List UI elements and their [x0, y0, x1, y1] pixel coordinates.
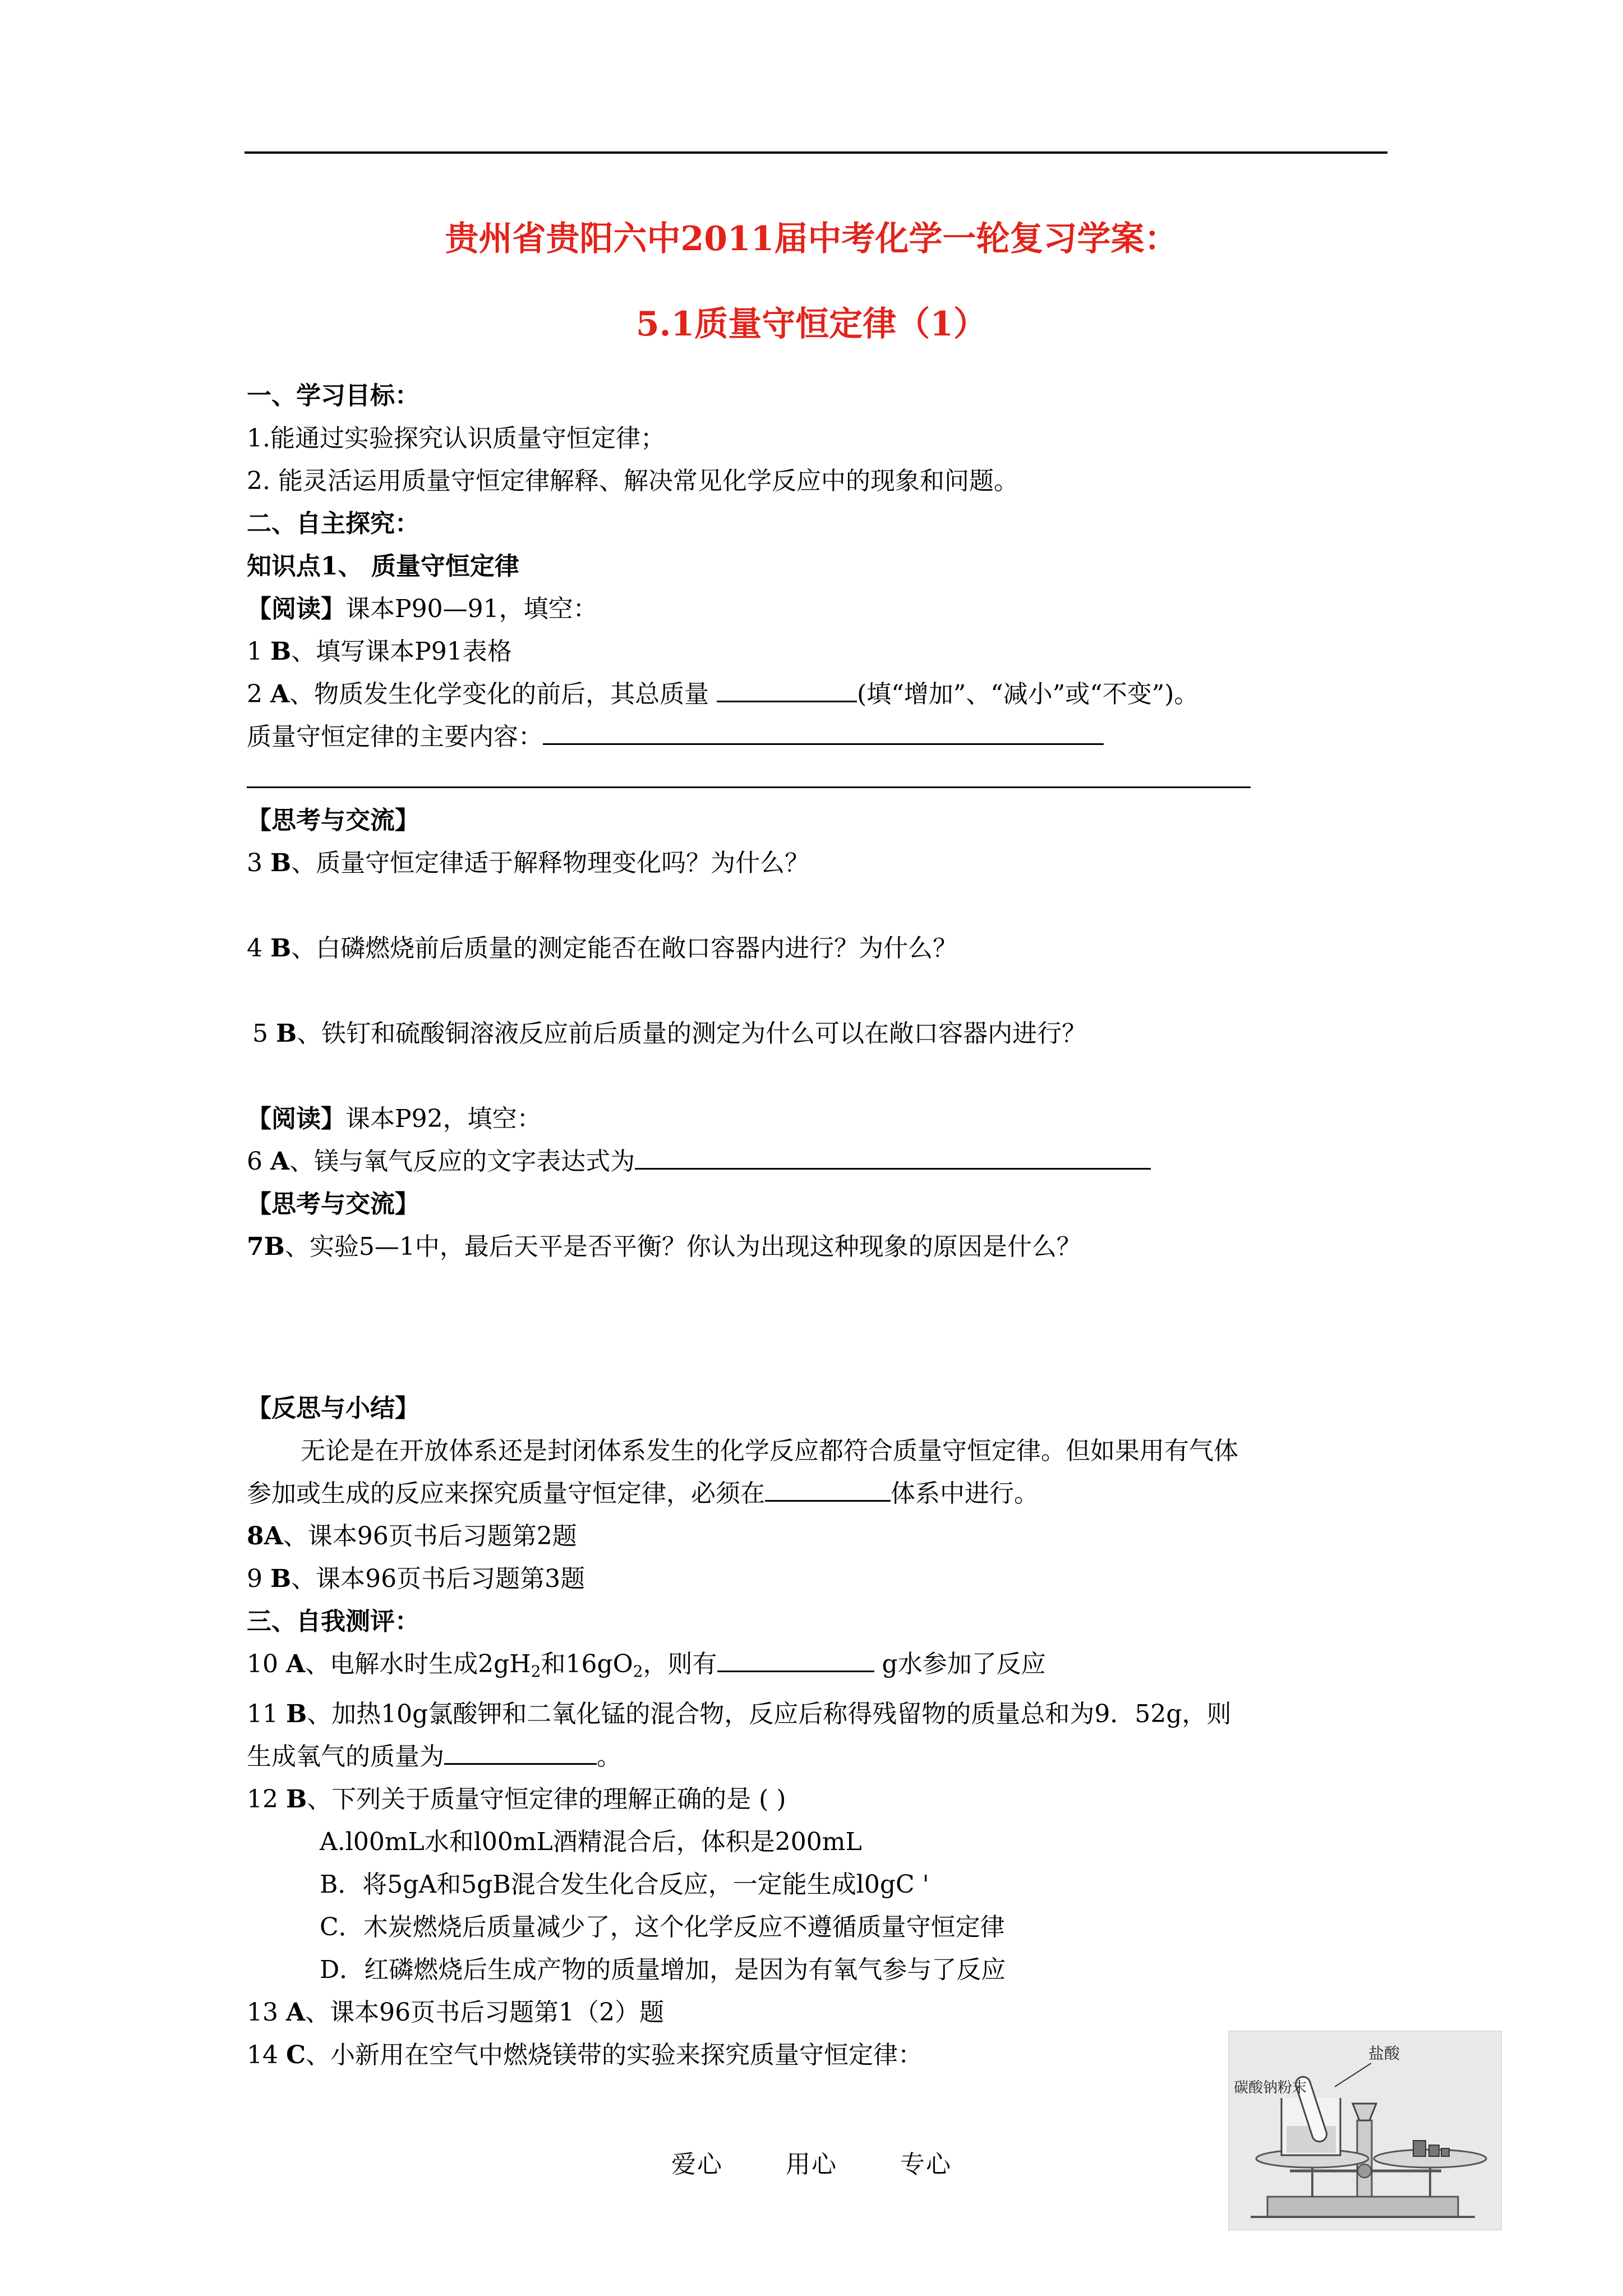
- document-subtitle: 5.1质量守恒定律（1）: [635, 305, 988, 344]
- question-7: [247, 1226, 1391, 1268]
- question-number: 5: [252, 1019, 276, 1048]
- question-level: B: [285, 1785, 307, 1814]
- question-text: 、白磷燃烧前后质量的测定能否在敞口容器内进行？为什么？: [291, 934, 958, 963]
- subscript: 2: [531, 1662, 541, 1681]
- question-level: A: [264, 1522, 283, 1550]
- header-rule: [245, 151, 1387, 154]
- goal-1: 1.能通过实验探究认识质量守恒定律；: [247, 424, 665, 453]
- question-text: 、镁与氧气反应的文字表达式为: [289, 1147, 635, 1176]
- label-powder: 碳酸钠粉末: [1234, 2079, 1307, 2096]
- question-9: [247, 1558, 1391, 1600]
- question-text: ，则有: [643, 1650, 717, 1678]
- document-body: [247, 375, 1391, 2077]
- question-text: g水参加了反应: [874, 1650, 1046, 1678]
- question-text: 、质量守恒定律适于解释物理变化吗？为什么？: [291, 849, 810, 877]
- question-text: 、电解水时生成2gH: [305, 1650, 531, 1678]
- question-text: 生成氧气的质量为: [247, 1742, 444, 1771]
- read-label: 【阅读】: [247, 595, 345, 623]
- question-4: [247, 927, 1391, 970]
- reflect-line-1: 无论是在开放体系还是封闭体系发生的化学反应都符合质量守恒定律。但如果用有气体: [301, 1437, 1238, 1465]
- answer-blank[interactable]: [444, 1738, 597, 1765]
- question-number: 7: [247, 1232, 264, 1261]
- question-level: A: [270, 1147, 290, 1176]
- balance-figure: [1228, 2031, 1502, 2230]
- question-number: 8: [247, 1522, 264, 1550]
- question-number: 10: [247, 1650, 286, 1678]
- question-13: [247, 1991, 1391, 2034]
- question-text: 、加热10g氯酸钾和二氧化锰的混合物，反应后称得残留物的质量总和为9．52g，则: [307, 1700, 1232, 1728]
- question-text: 、课本96页书后习题第3题: [291, 1565, 585, 1593]
- answer-blank[interactable]: [717, 676, 857, 702]
- footer-word: 专心: [900, 2150, 952, 2179]
- question-12: [247, 1778, 1391, 1821]
- question-level: C: [285, 2041, 306, 2069]
- document-title: 贵州省贵阳六中2011届中考化学一轮复习学案：: [445, 219, 1178, 259]
- question-level: B: [270, 934, 292, 963]
- option-c: C．木炭燃烧后质量减少了，这个化学反应不遵循质量守恒定律: [320, 1913, 1005, 1941]
- question-number: 11: [247, 1700, 286, 1728]
- answer-line[interactable]: [247, 758, 1251, 788]
- question-number: 14: [247, 2041, 286, 2069]
- question-number: 1: [247, 637, 270, 666]
- question-text: 和16gO: [541, 1650, 633, 1678]
- question-number: 13: [247, 1998, 286, 2027]
- section-heading-goals: 一、学习目标：: [247, 381, 419, 410]
- reflect-label: 【反思与小结】: [247, 1394, 419, 1423]
- question-3: [247, 842, 1391, 885]
- question-number: 2: [247, 680, 270, 708]
- law-content-label: 质量守恒定律的主要内容：: [247, 723, 543, 751]
- question-number: 9: [247, 1565, 270, 1593]
- question-11-cont: [247, 1736, 1391, 1778]
- footer-word: 爱心: [671, 2150, 723, 2179]
- question-number: 3: [247, 849, 270, 877]
- balance-illustration: [1228, 2031, 1502, 2230]
- question-level: A: [270, 680, 290, 708]
- reflect-text: 参加或生成的反应来探究质量守恒定律，必须在: [247, 1479, 765, 1508]
- option-d: D．红磷燃烧后生成产物的质量增加，是因为有氧气参与了反应: [320, 1955, 1006, 1984]
- reflect-line-2: [247, 1473, 1391, 1515]
- question-1: [247, 631, 1391, 673]
- question-number: 12: [247, 1785, 286, 1814]
- section-heading-selftest: 三、自我测评：: [247, 1607, 419, 1636]
- question-text: 、物质发生化学变化的前后，其总质量: [289, 680, 717, 708]
- answer-blank[interactable]: [765, 1475, 891, 1502]
- law-content: [247, 716, 1391, 758]
- question-2: [247, 673, 1391, 716]
- read-text: 课本P92，填空：: [345, 1105, 542, 1133]
- knowledge-point: 知识点1、 质量守恒定律: [247, 552, 519, 581]
- read-label: 【阅读】: [247, 1105, 345, 1133]
- question-10: [247, 1643, 1391, 1693]
- question-level: B: [270, 637, 292, 666]
- answer-blank[interactable]: [635, 1143, 1151, 1170]
- question-number: 4: [247, 934, 270, 963]
- question-level: A: [285, 1650, 306, 1678]
- question-5: [247, 1013, 1391, 1055]
- read-text: 课本P90—91，填空：: [345, 595, 598, 623]
- question-number: 6: [247, 1147, 270, 1176]
- think-label: 【思考与交流】: [247, 1190, 419, 1218]
- question-level: A: [285, 1998, 306, 2027]
- question-14: [247, 2034, 1391, 2077]
- question-text: (填“增加”、“减小”或“不变”)。: [857, 680, 1199, 708]
- read-2: [247, 1098, 1391, 1140]
- question-11: [247, 1693, 1391, 1736]
- question-6: [247, 1140, 1391, 1183]
- answer-blank[interactable]: [543, 719, 1104, 745]
- subscript: 2: [633, 1662, 643, 1681]
- question-text: 、铁钉和硫酸铜溶液反应前后质量的测定为什么可以在敞口容器内进行？: [297, 1019, 1087, 1048]
- question-8: [247, 1515, 1391, 1558]
- footer-motto: [0, 2144, 1623, 2180]
- question-level: B: [275, 1019, 297, 1048]
- question-text: 、课本96页书后习题第1（2）题: [305, 1998, 665, 2027]
- think-label: 【思考与交流】: [247, 806, 419, 835]
- question-text: 。: [597, 1742, 621, 1771]
- goal-2: 2. 能灵活运用质量守恒定律解释、解决常见化学反应中的现象和问题。: [247, 467, 1018, 495]
- question-text: 、填写课本P91表格: [291, 637, 512, 666]
- question-text: 、实验5—1中，最后天平是否平衡？你认为出现这种现象的原因是什么？: [284, 1232, 1081, 1261]
- question-level: B: [270, 1565, 292, 1593]
- read-1: [247, 588, 1391, 631]
- question-level: B: [264, 1232, 285, 1261]
- option-a: A.l00mL水和l00mL酒精混合后，体积是200mL: [320, 1828, 862, 1856]
- question-text: 、课本96页书后习题第2题: [283, 1522, 577, 1550]
- footer-word: 用心: [786, 2150, 837, 2179]
- question-level: B: [270, 849, 292, 877]
- question-level: B: [285, 1700, 307, 1728]
- question-text: 、小新用在空气中燃烧镁带的实验来探究质量守恒定律：: [306, 2041, 923, 2069]
- option-b: B．将5gA和5gB混合发生化合反应，一定能生成l0gC ': [320, 1870, 929, 1899]
- reflect-text: 体系中进行。: [891, 1479, 1039, 1508]
- answer-blank[interactable]: [717, 1646, 874, 1672]
- section-heading-explore: 二、自主探究：: [247, 509, 419, 538]
- label-acid: 盐酸: [1368, 2044, 1400, 2063]
- question-text: 、下列关于质量守恒定律的理解正确的是 ( ): [307, 1785, 786, 1814]
